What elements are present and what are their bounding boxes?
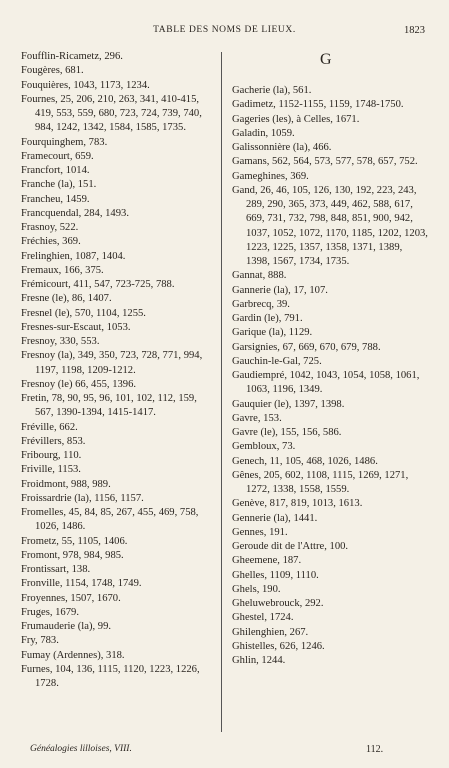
index-entry: Ghlin, 1244. [232,655,286,666]
index-entry: Fougères, 681. [21,65,84,77]
index-entry: Fresnoy, 330, 553. [21,336,100,347]
index-entry: Fouquières, 1043, 1173, 1234. [21,79,150,91]
index-entry: Gavre, 153. [232,412,282,424]
index-entry: Ghelles, 1109, 1110. [232,569,319,581]
left-column [21,50,214,691]
index-entry: Gaudiempré, 1042, 1043, 1054, 1058, 1061, 1063, 1196, 1349. [232,370,420,396]
index-entry: Fourquinghem, 783. [21,136,108,148]
index-entry: Ghilenghien, 267. [232,626,309,638]
column-divider [221,52,222,732]
section-letter: G [320,51,332,68]
index-entry: Fréchies, 369. [21,236,81,248]
footer-book-title: Généalogies lilloises, VIII. [30,744,132,754]
index-entry: Gembloux, 73. [232,441,296,453]
index-entry: Froidmont, 988, 989. [21,478,111,490]
index-entry: Gannerie (la), 17, 107. [232,284,328,296]
index-entry: Gheluwebrouck, 292. [232,598,324,609]
index-entry: Francheu, 1459. [21,193,90,205]
index-entry: Fromelles, 45, 84, 85, 267, 455, 469, 758, 1026, 1486. [21,507,199,533]
index-entry: Gacherie (la), 561. [232,85,312,96]
index-entry: Gageries (les), à Celles, 1671. [232,113,360,125]
index-entry: Fresnoy (le) 66, 455, 1396. [21,378,137,390]
index-entry: Gannat, 888. [232,270,287,282]
index-entry: Gavre (le), 155, 156, 586. [232,427,342,438]
index-entry: Foufflin-Ricametz, 296. [21,51,123,62]
index-entry: Gauquier (le), 1397, 1398. [232,398,345,410]
index-entry: Fry, 783. [21,635,59,647]
index-entry: Furnes, 104, 136, 1115, 1120, 1223, 1226, 1728. [21,663,200,689]
index-entry: Frévillers, 853. [21,435,86,447]
index-entry: Francfort, 1014. [21,165,90,176]
index-entry: Galadin, 1059. [232,127,295,139]
index-entry: Gameghines, 369. [232,170,309,182]
index-entry: Ghestel, 1724. [232,612,294,624]
index-entry: Froissardrie (la), 1156, 1157. [21,492,144,504]
index-entry: Framecourt, 659. [21,150,94,162]
index-entry: Fresnes-sur-Escaut, 1053. [21,321,131,333]
index-entry: Francquendal, 284, 1493. [21,207,129,219]
index-entry: Frometz, 55, 1105, 1406. [21,535,128,547]
index-entry: Garsignies, 67, 669, 670, 679, 788. [232,341,381,353]
footer-signature-number: 112. [366,744,384,755]
index-entry: Frontissart, 138. [21,564,91,575]
index-entry: Fretin, 78, 90, 95, 96, 101, 102, 112, 159, 567, 1390-1394, 1415-1417. [21,393,197,419]
index-entry: Gennes, 191. [232,526,288,538]
index-entry: Garique (la), 1129. [232,327,313,339]
index-entry: Ghistelles, 626, 1246. [232,640,325,652]
page-header-title: TABLE DES NOMS DE LIEUX. [153,25,296,35]
index-entry: Garbrecq, 39. [232,298,290,310]
index-entry: Genech, 11, 105, 468, 1026, 1486. [232,455,378,467]
index-entry: Fruges, 1679. [21,606,79,618]
index-entry: Friville, 1153. [21,464,81,476]
index-entry: Fribourg, 110. [21,450,82,461]
index-entry: Fromont, 978, 984, 985. [21,549,124,561]
index-entry: Galissonnière (la), 466. [232,142,332,153]
index-entry: Fresnoy (la), 349, 350, 723, 728, 771, 994, 1197, 1198, 1209-1212. [21,350,203,376]
index-entry: Fumay (Ardennes), 318. [21,649,125,661]
index-entry: Frumauderie (la), 99. [21,621,112,632]
index-entry: Fresnel (le), 570, 1104, 1255. [21,307,146,319]
index-entry: Gardin (le), 791. [232,313,303,324]
page-number: 1823 [404,25,425,36]
index-entry: Fréville, 662. [21,421,78,433]
index-entry: Frasnoy, 522. [21,222,79,233]
index-entry: Gheemene, 187. [232,555,302,567]
index-entry: Fournes, 25, 206, 210, 263, 341, 410-415, 419, 553, 559, 680, 723, 724, 739, 740, 984, 1242, 1342, 1584, 1585, 1735. [21,93,202,134]
index-entry: Gamans, 562, 564, 573, 577, 578, 657, 752. [232,156,418,168]
index-entry: Franche (la), 151. [21,179,97,191]
index-entry: Gand, 26, 46, 105, 126, 130, 192, 223, 243, 289, 290, 365, 373, 449, 462, 588, 617, 669, 731, 732, 798, 848, 851, 900, 942, 1037, 1052, 1072, 1170, 1185, 1202, 1203, 1223, 1225, 1357, 1358, 1371, 1389, 1398, 1567, 1734, 1735. [232,184,428,267]
index-entry: Fresne (le), 86, 1407. [21,293,112,305]
index-entry: Gennerie (la), 1441. [232,512,318,524]
index-entry: Fronville, 1154, 1748, 1749. [21,578,142,590]
index-entry: Gauchin-le-Gal, 725. [232,355,322,367]
index-entry: Geroude dit de l'Attre, 100. [232,541,349,552]
index-entry: Frelinghien, 1087, 1404. [21,250,126,262]
index-entry: Ghels, 190. [232,583,281,595]
index-entry: Gênes, 205, 602, 1108, 1115, 1269, 1271, 1272, 1338, 1558, 1559. [232,469,409,495]
index-entry: Genève, 817, 819, 1013, 1613. [232,498,363,510]
index-entry: Frémicourt, 411, 547, 723-725, 788. [21,279,175,290]
index-entry: Fremaux, 166, 375. [21,264,104,276]
index-entry: Gadimetz, 1152-1155, 1159, 1748-1750. [232,99,404,111]
right-column [232,84,428,668]
index-entry: Froyennes, 1507, 1670. [21,592,121,604]
